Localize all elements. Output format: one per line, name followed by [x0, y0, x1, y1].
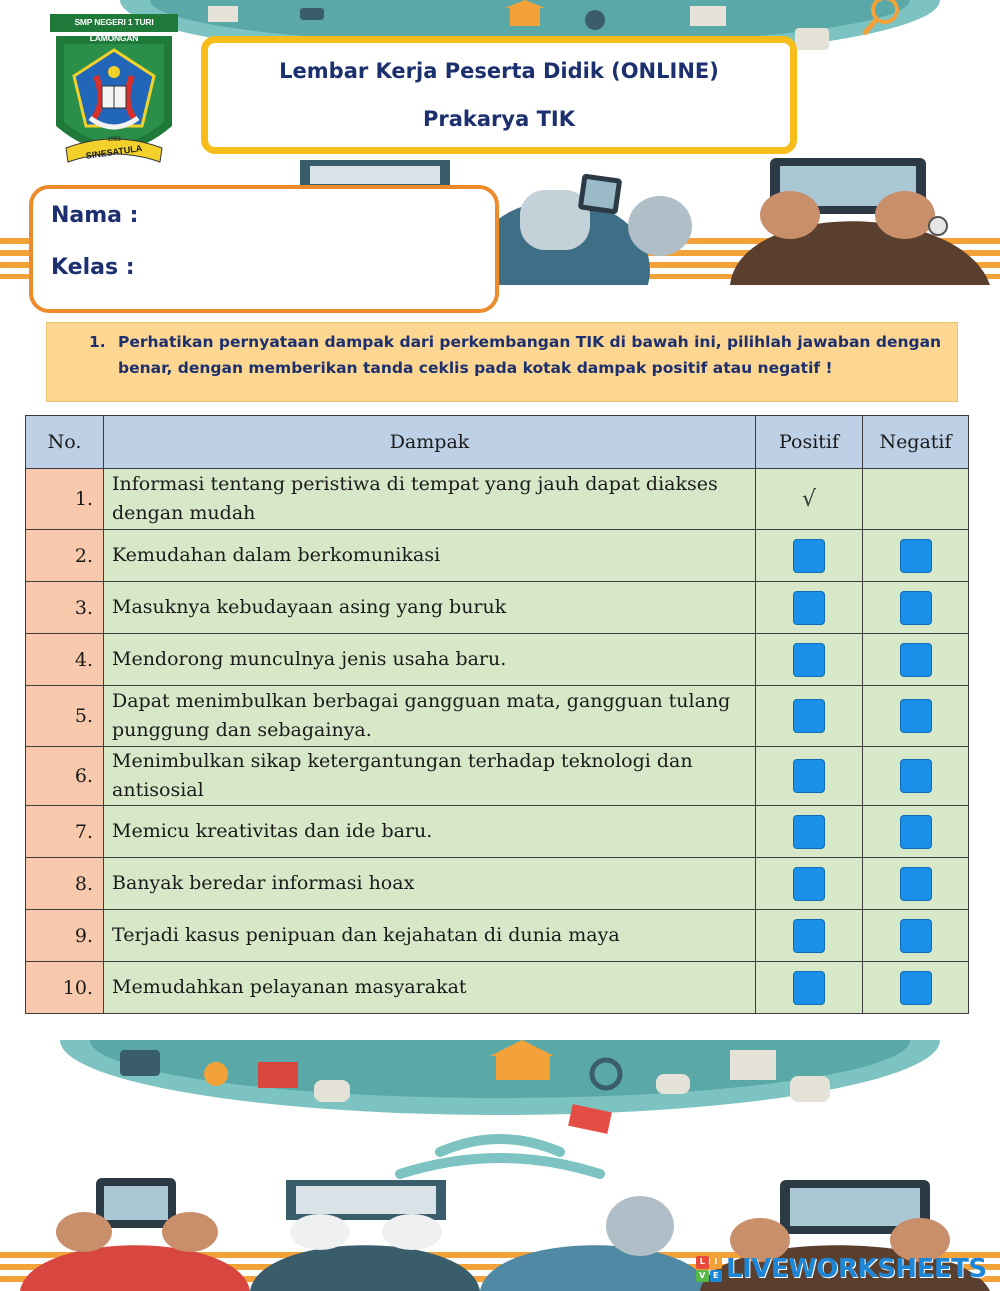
- positif-cell: [756, 962, 863, 1014]
- negatif-checkbox[interactable]: [900, 759, 932, 793]
- negatif-cell: [863, 806, 969, 858]
- negatif-checkbox[interactable]: [900, 699, 932, 733]
- positif-checkbox[interactable]: [793, 919, 825, 953]
- negatif-checkbox[interactable]: [900, 591, 932, 625]
- negatif-cell: [863, 469, 969, 530]
- row-number: 10.: [26, 962, 104, 1014]
- positif-cell: [756, 806, 863, 858]
- positif-checkbox[interactable]: [793, 699, 825, 733]
- header-positif: Positif: [756, 416, 863, 469]
- table-row: [26, 910, 969, 962]
- row-number: 7.: [26, 806, 104, 858]
- row-dampak: Dapat menimbulkan berbagai gangguan mata, gangguan tulang punggung dan sebagainya.: [104, 686, 756, 747]
- header-no: No.: [26, 416, 104, 469]
- name-label: Nama :: [51, 203, 139, 228]
- negatif-cell: [863, 530, 969, 582]
- row-number: 8.: [26, 858, 104, 910]
- school-name-label: SMP NEGERI 1 TURI LAMONGAN: [74, 17, 154, 43]
- negatif-checkbox[interactable]: [900, 867, 932, 901]
- row-dampak: Banyak beredar informasi hoax: [104, 858, 756, 910]
- liveworksheets-watermark: [696, 1252, 987, 1286]
- row-dampak: Kemudahan dalam berkomunikasi: [104, 530, 756, 582]
- positif-cell: [756, 582, 863, 634]
- instruction-box: [46, 322, 958, 402]
- positif-checkbox[interactable]: [793, 971, 825, 1005]
- table-row: [26, 634, 969, 686]
- badge-letter: E: [710, 1270, 723, 1283]
- worksheet-subject: Prakarya TIK: [423, 107, 575, 131]
- table-row: [26, 858, 969, 910]
- table-row: [26, 747, 969, 806]
- table-row: [26, 686, 969, 747]
- class-label: Kelas :: [51, 255, 135, 280]
- positif-checkbox[interactable]: [793, 539, 825, 573]
- positif-checkbox[interactable]: [793, 759, 825, 793]
- table-row: [26, 530, 969, 582]
- table-header-row: [26, 416, 969, 469]
- negatif-cell: [863, 634, 969, 686]
- check-mark-icon: √: [801, 486, 817, 512]
- positif-checkbox[interactable]: [793, 643, 825, 677]
- table-row: [26, 582, 969, 634]
- header-negatif: Negatif: [863, 416, 969, 469]
- negatif-cell: [863, 582, 969, 634]
- positif-cell: [756, 686, 863, 747]
- watermark-text: LIVEWORKSHEETS: [726, 1254, 987, 1284]
- impact-table: [25, 415, 969, 1014]
- table-row: [26, 962, 969, 1014]
- positif-cell: [756, 910, 863, 962]
- header-dampak: Dampak: [104, 416, 756, 469]
- row-dampak: Memudahkan pelayanan masyarakat: [104, 962, 756, 1014]
- badge-letter: L: [696, 1256, 709, 1269]
- row-dampak: Menimbulkan sikap ketergantungan terhadap teknologi dan antisosial: [104, 747, 756, 806]
- row-dampak: Terjadi kasus penipuan dan kejahatan di dunia maya: [104, 910, 756, 962]
- negatif-cell: [863, 962, 969, 1014]
- positif-checkbox[interactable]: [793, 591, 825, 625]
- row-number: 5.: [26, 686, 104, 747]
- positif-cell: [756, 469, 863, 530]
- identity-box: [29, 185, 499, 313]
- school-year-label: 1983: [107, 137, 121, 143]
- row-dampak: Informasi tentang peristiwa di tempat yang jauh dapat diakses dengan mudah: [104, 469, 756, 530]
- row-dampak: Memicu kreativitas dan ide baru.: [104, 806, 756, 858]
- positif-cell: [756, 858, 863, 910]
- table-row: [26, 806, 969, 858]
- negatif-cell: [863, 747, 969, 806]
- negatif-checkbox[interactable]: [900, 539, 932, 573]
- negatif-checkbox[interactable]: [900, 971, 932, 1005]
- negatif-cell: [863, 686, 969, 747]
- row-number: 6.: [26, 747, 104, 806]
- question-number: 1.: [89, 333, 106, 351]
- row-dampak: Mendorong munculnya jenis usaha baru.: [104, 634, 756, 686]
- positif-cell: [756, 634, 863, 686]
- positif-checkbox[interactable]: [793, 815, 825, 849]
- row-number: 4.: [26, 634, 104, 686]
- negatif-cell: [863, 910, 969, 962]
- instruction-text: Perhatikan pernyataan dampak dari perkembangan TIK di bawah ini, pilihlah jawaban dengan benar, dengan memberikan tanda ceklis pada kotak dampak positif atau negatif !: [118, 333, 942, 377]
- negatif-checkbox[interactable]: [900, 919, 932, 953]
- row-number: 1.: [26, 469, 104, 530]
- title-box: [201, 36, 797, 154]
- badge-letter: V: [696, 1270, 709, 1283]
- negatif-cell: [863, 858, 969, 910]
- worksheet-title: Lembar Kerja Peserta Didik (ONLINE): [279, 59, 719, 83]
- positif-cell: [756, 747, 863, 806]
- row-dampak: Masuknya kebudayaan asing yang buruk: [104, 582, 756, 634]
- positif-checkbox[interactable]: [793, 867, 825, 901]
- row-number: 9.: [26, 910, 104, 962]
- school-motto-label: SINESATULA: [85, 143, 143, 161]
- badge-letter: I: [710, 1256, 723, 1269]
- positif-cell: [756, 530, 863, 582]
- negatif-checkbox[interactable]: [900, 643, 932, 677]
- table-row: [26, 469, 969, 530]
- row-number: 2.: [26, 530, 104, 582]
- row-number: 3.: [26, 582, 104, 634]
- negatif-checkbox[interactable]: [900, 815, 932, 849]
- liveworksheets-logo-icon: [696, 1256, 722, 1282]
